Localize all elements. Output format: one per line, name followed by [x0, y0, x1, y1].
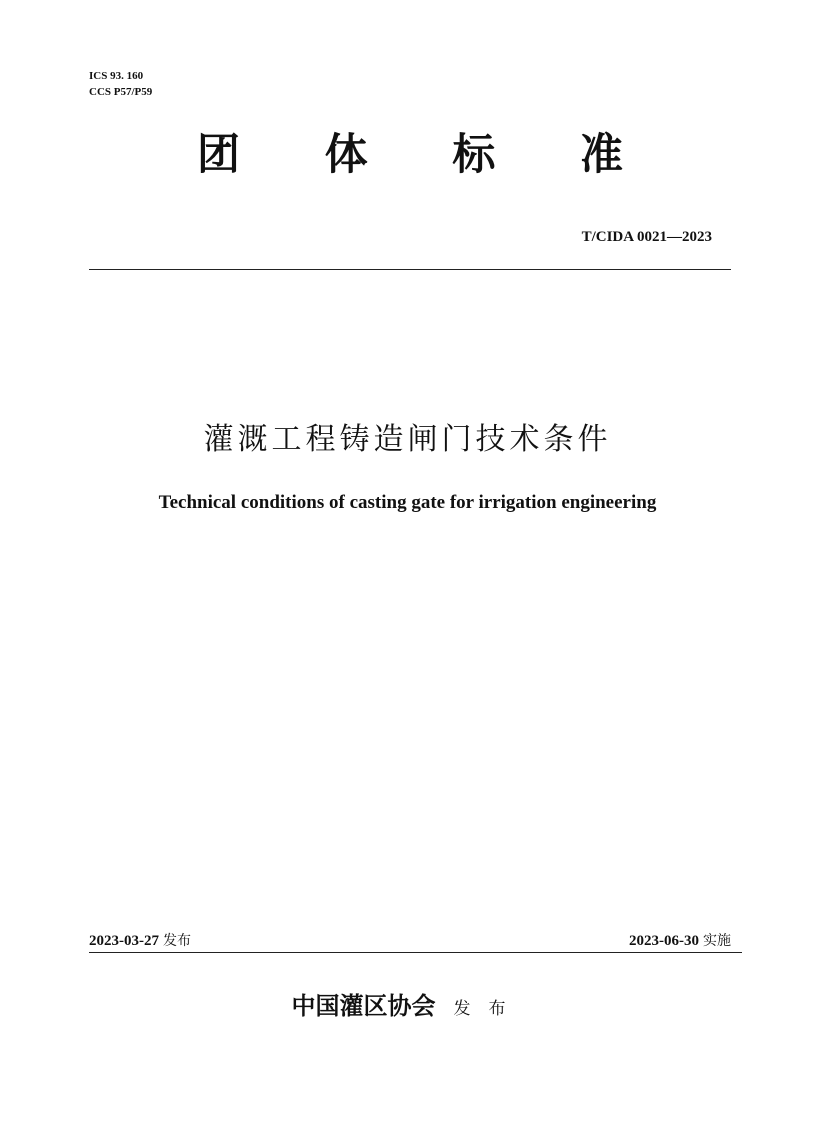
- chinese-title: 灌溉工程铸造闸门技术条件: [203, 422, 612, 457]
- document-type-heading: [150, 128, 670, 182]
- publish-date-value: 2023-03-27: [89, 933, 159, 949]
- ccs-code: CCS P57/P59: [89, 86, 153, 98]
- publisher-action: 发布: [453, 999, 524, 1019]
- doc-type-char: 标: [452, 130, 496, 180]
- english-title: Technical conditions of casting gate for irrigation engineering: [158, 492, 657, 513]
- effective-date-value: 2023-06-30: [629, 933, 699, 949]
- effective-date: [629, 930, 731, 950]
- effective-date-label: 实施: [703, 933, 731, 949]
- publish-date: [89, 930, 191, 950]
- publisher-name: 中国灌区协会: [291, 991, 436, 1020]
- doc-type-char: 团: [197, 130, 240, 180]
- doc-type-char: 体: [324, 130, 368, 180]
- standard-number: T/CIDA 0021—2023: [581, 229, 712, 245]
- classification-codes: [89, 68, 152, 100]
- publisher-line: [0, 986, 815, 1021]
- bottom-divider: [89, 952, 742, 953]
- publish-date-label: 发布: [163, 933, 191, 949]
- ics-code: ICS 93. 160: [89, 70, 144, 82]
- top-divider: [89, 269, 731, 270]
- doc-type-char: 准: [579, 130, 623, 180]
